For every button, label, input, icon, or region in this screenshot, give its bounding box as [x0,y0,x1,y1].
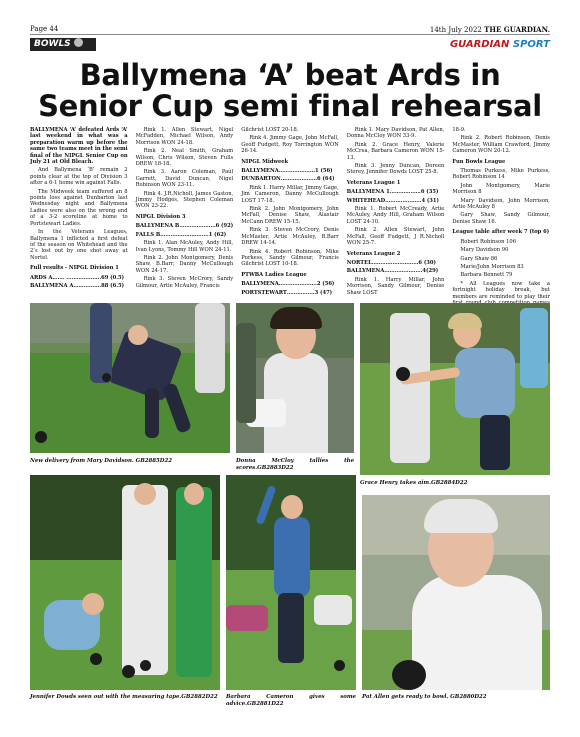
article-paragraph: Rink 2. Neal Smith, Graham Wilson, Chris Wilson, Steven Fulls DREW 18-18. [135,148,234,168]
photo-mary-davidson [30,303,230,453]
article-paragraph: Rink 1. Harry Millar, John Morrison, Sandy Gilmour, Denise Shaw LOST [346,276,445,296]
article-paragraph: The Midweek team suffered an 8 points loss against Dunbarton last Wednesday night and Ballymena Ladies were also on the wrong end of a 3-2 scoreline at home to Portstewart Ladies. [30,188,128,227]
brand-logo: GUARDIAN SPORT [449,39,550,50]
article-paragraph: BALLYMENA ‘A’ defeated Ards ‘A’ last weekend in what was a preparation warm up before the same two teams meet in the semi final of the NIPGL Senior Cup on July 21 at Old Bleach. [30,127,128,166]
article-paragraph: In the Veterans Leagues, Ballymena 1 inflicted a first defeat of the season on Whitehead and the 2’s lost out by one shot away at Nortel. [30,229,128,261]
article-paragraph: Veterans League 1 [346,179,401,186]
caption-jennifer-dowds: Jennifer Dowds seen out with the measuring tape.GB2882D22 [30,694,218,700]
article-paragraph: Rink 1. Harry Millar, Jimmy Gage, Jim Cameron, Danny McCullough LOST 17-18. [241,184,339,204]
article-paragraph: Rink 1. Robert McCready, Artie McAuley, Andy Hill, Graham Wilson LOST 24-10. [346,206,445,225]
article-paragraph: League table after week 7 (top 6) [452,229,550,236]
article-paragraph: Rink 1. Mary Davidson, Pat Allen, Donna McCloy WON 33-9. [346,127,445,140]
photo-pat-allen [362,495,550,690]
article-paragraph: NIPGL Midweek [241,158,289,165]
article-paragraph: John Montgomery, Marie Morrison 8 [452,182,550,196]
caption-donna-mccloy: Donna McCloy tallies the scores.GB2883D22 [236,458,354,471]
article-paragraph: Rink 3. Steven McCrory, Denis McMaster, Artie McAuley, B.Barr DREW 14-14. [241,227,339,247]
article-paragraph: Robert Robinson 106 [460,238,517,245]
caption-pat-allen: Pat Allen gets ready to bowl. GB2880D22 [362,694,487,700]
article-paragraph: DUNBARTON…………………6 (64) [241,176,335,183]
article-paragraph: BALLYMENA 1………………6 (35) [346,189,439,196]
photo-donna-mccloy [236,303,354,453]
article-paragraph: Gilchrist LOST 20-18. [241,127,299,133]
article-paragraph: Rink 3. Jenny Duncan, Doreen Storey, Jennifer Dowds LOST 25-8. [346,163,445,176]
article-paragraph: Mary Davidson, John Morrison, Artie McAuley 8 [452,197,550,211]
photo-barbara-cameron [226,475,356,690]
article-paragraph: Rink 3. Steven McCrory, Sandy Gilmour, Artie McAuley, Francis [135,276,234,289]
article-paragraph: Marie/John Morrison 83 [460,263,524,270]
article-paragraph: * All Leagues now take a fortnight holiday break, but members are reminded to play their [452,280,550,300]
article-paragraph: WHITEHEAD…………………4 (31) [346,197,439,204]
headline: Ballymena ‘A’ beat Ards in Senior Cup semi final rehearsal [38,58,542,123]
issue-date: 14th July 2022 THE GUARDIAN. [429,25,550,34]
article-paragraph: Rink 1. Allen Stewart, Nigel McFadden, Michael Wilson, Andy Morrison WON 24-18. [135,127,234,146]
article-paragraph: Gary Shaw 86 [460,255,498,262]
article-paragraph: Rink 2. Allen Stewart, John McFall, Geoff Fudgett, J R.Nicholl WON 25-7. [346,227,445,247]
article-paragraph: NIPGL Division 3 [135,213,186,220]
bowl-ball-icon [74,38,83,47]
article-paragraph: BALLYMENA………………….2 (56) [241,281,335,288]
article-paragraph: Rink 4. J.R.Nicholl, James Gaston, Jimmy Hodges, Stephen Coleman WON 23-22. [135,190,234,210]
article-paragraph: Gary Shaw, Sandy Gilmour, Denise Shaw 16. [452,212,550,225]
article-paragraph: Rink 4. Robert Robinson, Mike Purkess, Sandy Gilmour, Francis Gilchrist LOST 10-18. [241,248,339,268]
article-column-5 [452,127,550,300]
article-column-4 [347,127,445,297]
article-paragraph: Rink 1. Alan McAuley, Andy Hill, Ivan Lyons, Tommy Hill WON 24-11. [135,240,234,253]
article-paragraph: Barbara Bennett 79 [460,272,513,279]
article-paragraph: BALLYMENA………………….4(29) [346,268,439,275]
section-tag: BOWLS [30,38,96,51]
article-paragraph: Rink 2. Grace Henry, Valerie McCrea, Barbara Cameron WON 15-13. [346,141,445,161]
article-paragraph: PORTSTEWART…………….3 (47) [241,289,333,296]
article-paragraph: Thomas Purkess, Mike Purkess, Robert Robinson 14 [452,168,550,181]
article-paragraph: Rink 2. John Montgomery, Denis Shaw, B.Barr, Danny McCullough WON 24-17. [135,254,234,274]
article-paragraph: Veterans League 2 [346,250,401,257]
article-paragraph: NORTEL………………………6 (30) [346,259,436,266]
article-paragraph: And Ballymena ‘B’ remain 2 points clear at the top of Division 3 after a 6-1 home win against Falls. [30,167,128,187]
article-body [30,127,550,300]
article-paragraph: Rink 2. John Montgomery, John McFall, Denise Shaw, Alastair McCann DREW 15-15. [241,206,339,225]
article-paragraph: PTWBA Ladies League [241,271,307,278]
article-paragraph: BALLYMENA B…………………6 (92) [135,223,234,230]
article-paragraph: Rink 2. Robert Robinson, Denis McMaster, William Crawford, Jimmy Cameron WON 20-12. [452,135,550,155]
article-column-1 [30,127,128,297]
article-paragraph: FALLS B……………………….1 (62) [135,231,227,238]
article-column-2 [136,127,234,297]
page-number: Page 44 [30,25,59,33]
article-paragraph: BALLYMENA…………………1 (56) [241,168,333,175]
article-paragraph: Rink 4. Jimmy Gage, John McFall, Geoff Fudgett, Roy Torrington WON 26-14. [241,135,339,155]
caption-mary-davidson: New delivery from Mary Davidson. GB2885D22 [30,458,172,464]
article-paragraph: Mary Davidson 90 [460,247,509,254]
article-paragraph: 18-9. [452,127,466,133]
article-paragraph: Rink 3. Aaron Coleman, Paul Garrett, David Duncan, Nigel Robinson WON 23-11. [135,169,234,189]
header-rule [30,34,550,35]
article-paragraph: Fun Bowls League [452,158,506,165]
article-paragraph: BALLYMENA A…………….88 (6.5) [30,282,125,289]
article-paragraph: Full results - NIPGL Division 1 [30,265,119,272]
photo-grace-henry [360,303,550,475]
photo-jennifer-dowds [30,475,220,690]
article-paragraph: ARDS A……. ………………..69 (0.5) [30,274,125,281]
caption-barbara-cameron: Barbara Cameron gives some advice.GB2881D22 [226,694,356,707]
article-column-3 [241,127,339,297]
caption-grace-henry: Grace Henry takes aim.GB2884D22 [360,480,468,486]
